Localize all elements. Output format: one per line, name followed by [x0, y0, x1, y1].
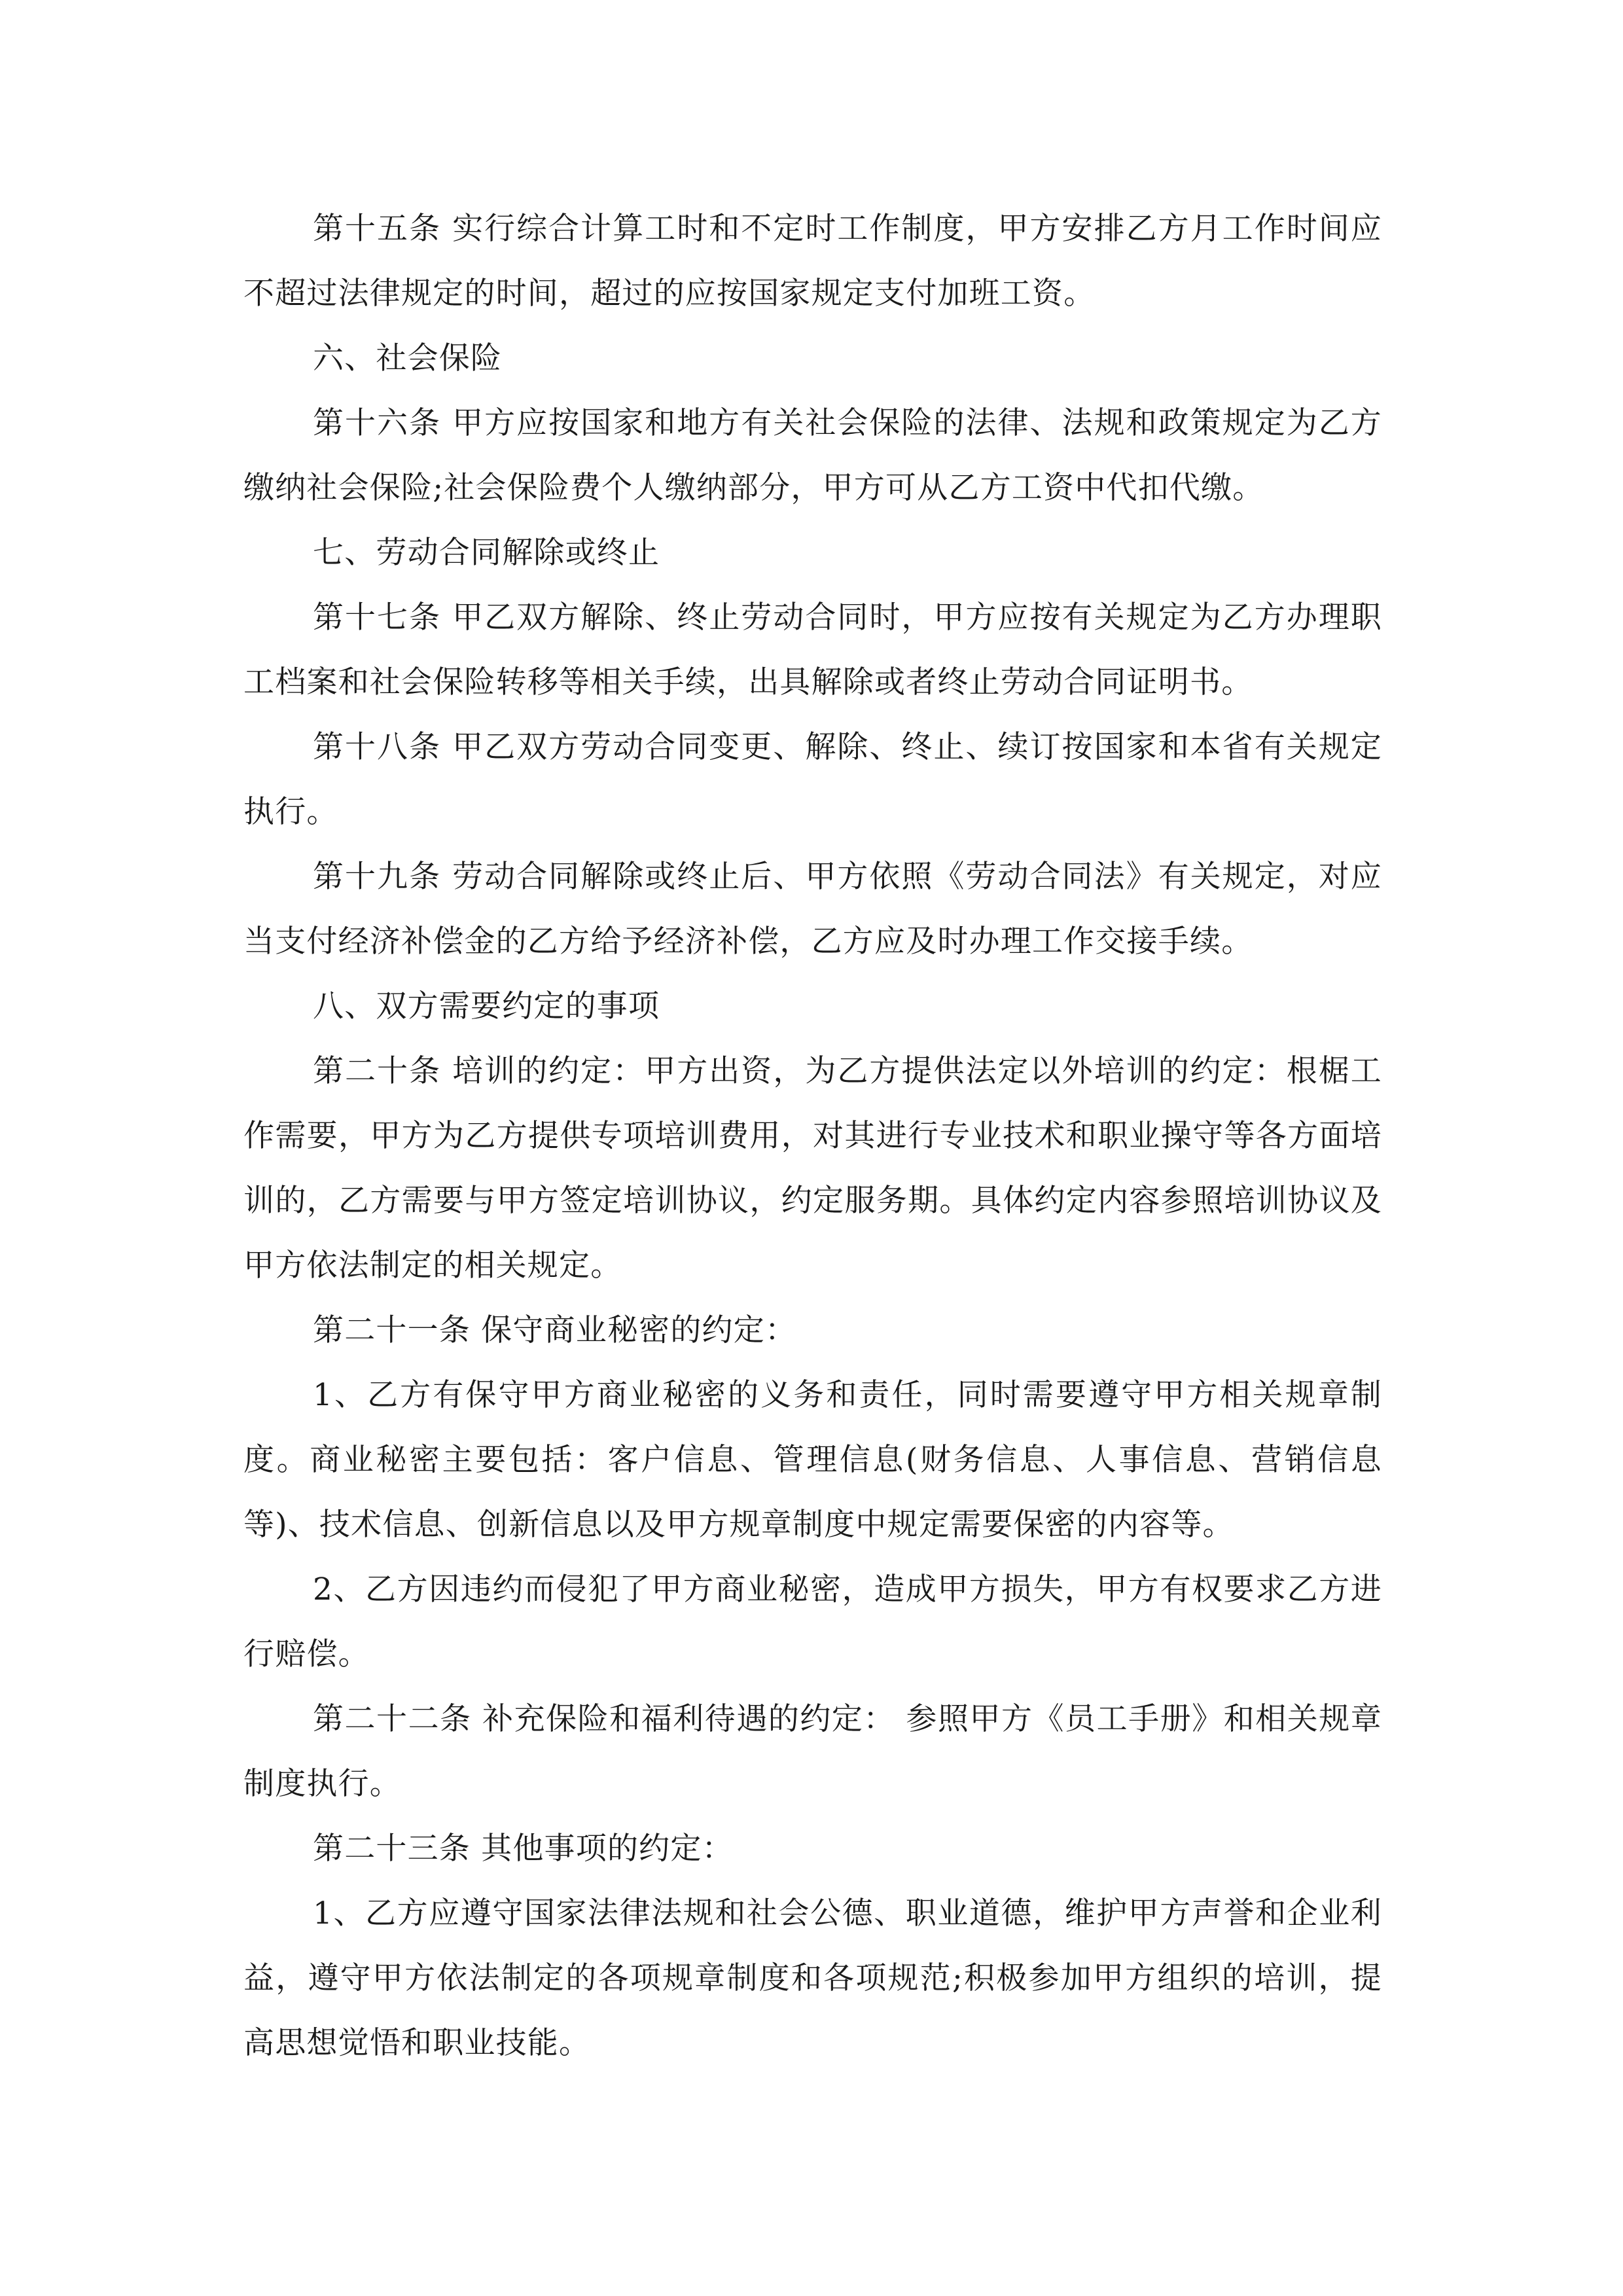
section-heading-contract-termination: 七、劳动合同解除或终止: [313, 535, 660, 571]
clause-22: 第二十二条 补充保险和福利待遇的约定： 参照甲方《员工手册》和相关规章制度执行。: [243, 1701, 1382, 1802]
clause-17: 第十七条 甲乙双方解除、终止劳动合同时，甲方应按有关规定为乙方办理职工档案和社会保险转移等相关手续，出具解除或者终止劳动合同证明书。: [243, 600, 1382, 700]
clause-21: 第二十一条 保守商业秘密的约定：: [313, 1312, 797, 1348]
clause-16: 第十六条 甲方应按国家和地方有关社会保险的法律、法规和政策规定为乙方缴纳社会保险;社会保险费个人缴纳部分，甲方可从乙方工资中代扣代缴。: [243, 405, 1382, 506]
clause-23-item-1: 1、乙方应遵守国家法律法规和社会公德、职业道德，维护甲方声誉和企业利益，遵守甲方依法制定的各项规章制度和各项规范;积极参加甲方组织的培训，提高思想觉悟和职业技能。: [243, 1895, 1382, 2061]
clause-21-item-1: 1、乙方有保守甲方商业秘密的义务和责任，同时需要遵守甲方相关规章制度。商业秘密主要包括：客户信息、管理信息(财务信息、人事信息、营销信息等)、技术信息、创新信息以及甲方规章制度中规定需要保密的内容等。: [243, 1377, 1382, 1543]
clause-21-item-2: 2、乙方因违约而侵犯了甲方商业秘密，造成甲方损失，甲方有权要求乙方进行赔偿。: [243, 1571, 1382, 1672]
clause-15: 第十五条 实行综合计算工时和不定时工作制度，甲方安排乙方月工作时间应不超过法律规定的时间，超过的应按国家规定支付加班工资。: [243, 211, 1382, 312]
clause-18: 第十八条 甲乙双方劳动合同变更、解除、终止、续订按国家和本省有关规定执行。: [243, 729, 1382, 830]
section-heading-social-insurance: 六、社会保险: [313, 340, 503, 376]
clause-19: 第十九条 劳动合同解除或终止后、甲方依照《劳动合同法》有关规定，对应当支付经济补偿金的乙方给予经济补偿，乙方应及时办理工作交接手续。: [243, 859, 1382, 960]
clause-23: 第二十三条 其他事项的约定：: [313, 1831, 734, 1867]
clause-20: 第二十条 培训的约定：甲方出资，为乙方提供法定以外培训的约定：根椐工作需要，甲方为乙方提供专项培训费用，对其进行专业技术和职业操守等各方面培训的，乙方需要与甲方签定培训协议，约定服务期。具体约定内容参照培训协议及甲方依法制定的相关规定。: [243, 1053, 1382, 1283]
document-body: [243, 196, 1382, 2075]
section-heading-agreed-matters: 八、双方需要约定的事项: [313, 988, 660, 1024]
